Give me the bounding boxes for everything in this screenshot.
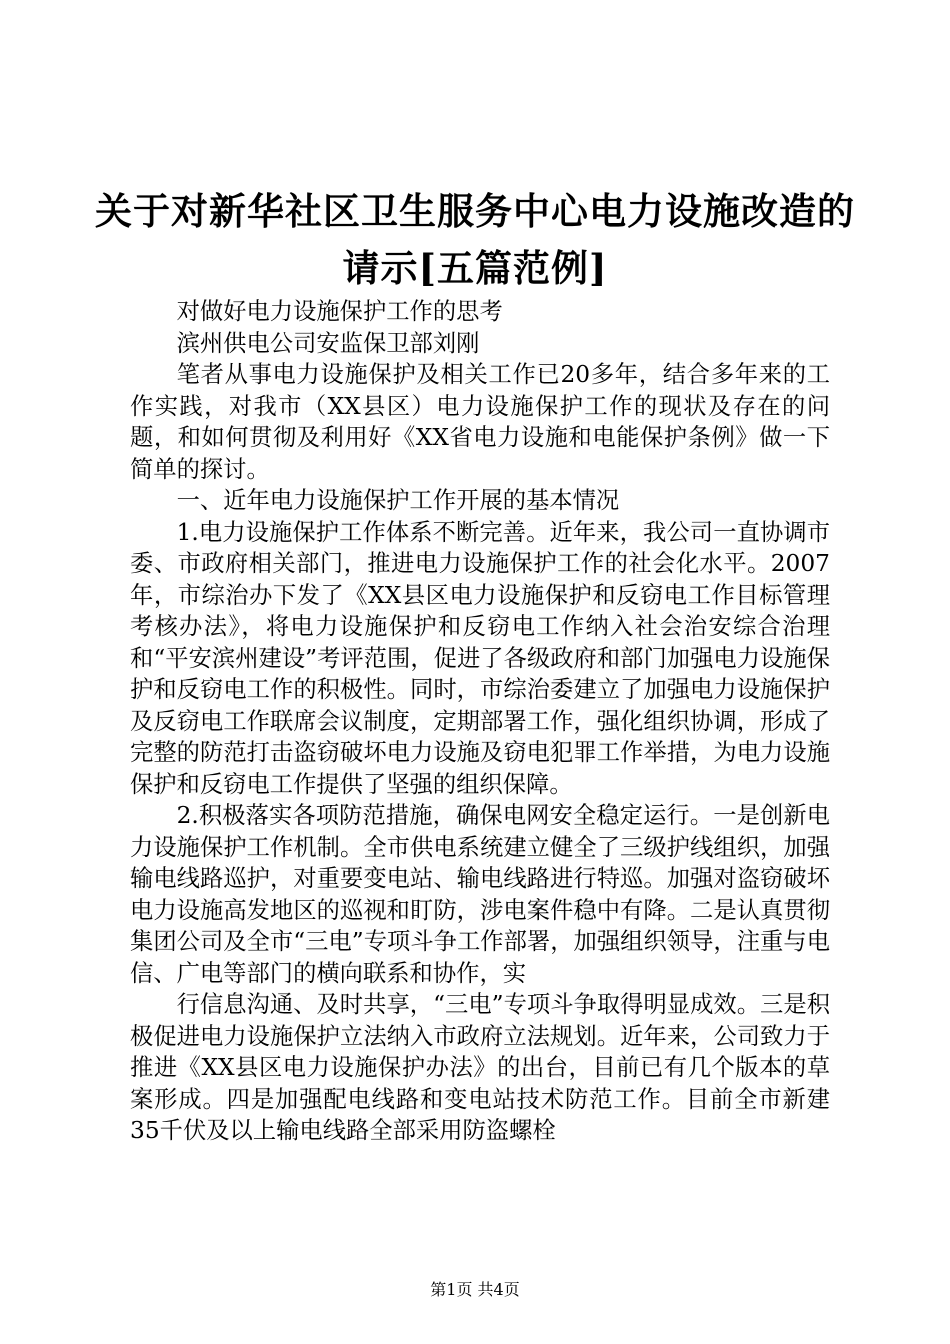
- paragraph-item-1: 1.电力设施保护工作体系不断完善。近年来，我公司一直协调市委、市政府相关部门，推进电力设施保护工作的社会化水平。2007年，市综治办下发了《XX县区电力设施保护和反窃电工作目标管理考核办法》，将电力设施保护和反窃电工作纳入社会治安综合治理和“平安滨州建设”考评范围，促进了各级政府和部门加强电力设施保护和反窃电工作的积极性。同时，市综治委建立了加强电力设施保护及反窃电工作联席会议制度，定期部署工作，强化组织协调，形成了完整的防范打击盗窃破坏电力设施及窃电犯罪工作举措，为电力设施保护和反窃电工作提供了坚强的组织保障。: [130, 518, 830, 798]
- paragraph-item-2: 2.积极落实各项防范措施，确保电网安全稳定运行。一是创新电力设施保护工作机制。全市供电系统建立健全了三级护线组织，加强输电线路巡护，对重要变电站、输电线路进行特巡。加强对盗窃破坏电力设施高发地区的巡视和盯防，涉电案件稳中有降。二是认真贯彻集团公司及全市“三电”专项斗争工作部署，加强组织领导，注重与电信、广电等部门的横向联系和协作，实: [130, 802, 830, 987]
- page-footer: 第1页 共4页: [430, 1280, 520, 1299]
- document-title-line-1: 关于对新华社区卫生服务中心电力设施改造的: [95, 189, 855, 233]
- paragraph-continuation: 行信息沟通、及时共享，“三电”专项斗争取得明显成效。三是积极促进电力设施保护立法纳入市政府立法规划。近年来，公司致力于推进《XX县区电力设施保护办法》的出台，目前已有几个版本的草案形成。四是加强配电线路和变电站技术防范工作。目前全市新建35千伏及以上输电线路全部采用防盗螺栓: [130, 991, 830, 1144]
- paragraph-intro: 笔者从事电力设施保护及相关工作已20多年，结合多年来的工作实践，对我市（XX县区）电力设施保护工作的现状及存在的问题，和如何贯彻及利用好《XX省电力设施和电能保护条例》做一下简单的探讨。: [130, 361, 830, 483]
- paragraph-heading: 对做好电力设施保护工作的思考: [176, 298, 503, 325]
- document-body: [130, 296, 830, 1147]
- document-title-line-2: 请示[五篇范例]: [342, 246, 608, 290]
- paragraph-author: 滨州供电公司安监保卫部刘刚: [176, 329, 480, 357]
- section-heading-1: 一、近年电力设施保护工作开展的基本情况: [176, 487, 620, 514]
